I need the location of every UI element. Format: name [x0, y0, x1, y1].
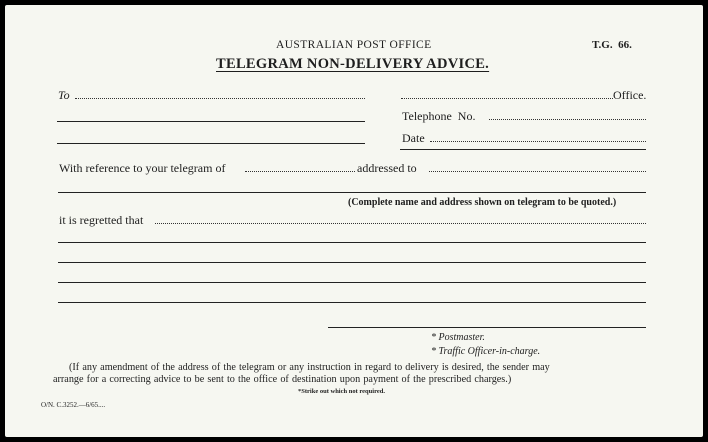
regretted-label: it is regretted that	[59, 213, 144, 227]
to-label: To	[58, 88, 70, 102]
amendment-note-line-2: arrange for a correcting advice to be sent to the office of destination upon payment of the prescribed charges.)	[53, 374, 512, 385]
office-line[interactable]	[401, 98, 613, 99]
traffic-officer-label: * Traffic Officer-in-charge.	[431, 346, 541, 357]
print-code: O/N. C.3252.—6/65....	[41, 401, 106, 409]
reason-line-3[interactable]	[58, 282, 646, 283]
addressed-to-label: addressed to	[357, 161, 417, 175]
reason-line-4[interactable]	[58, 302, 646, 303]
signature-line[interactable]	[328, 327, 646, 328]
address-line[interactable]	[58, 192, 646, 193]
postmaster-label: * Postmaster.	[431, 332, 485, 343]
telegram-date-line[interactable]	[245, 171, 355, 172]
to-line-3[interactable]	[57, 143, 365, 144]
complete-name-note: (Complete name and address shown on telegram to be quoted.)	[348, 197, 617, 208]
strike-note: *Strike out which not required.	[298, 388, 385, 395]
amendment-note-line-1: (If any amendment of the address of the telegram or any instruction in regard to delivery is desired, the sender may	[69, 362, 550, 373]
form-title: TELEGRAM NON-DELIVERY ADVICE.	[216, 56, 490, 72]
telephone-label: Telephone No.	[402, 109, 476, 123]
form-code: T.G. 66.	[592, 39, 632, 51]
date-divider	[400, 149, 646, 150]
agency-heading: AUSTRALIAN POST OFFICE	[276, 39, 432, 51]
to-line-2[interactable]	[57, 121, 365, 122]
reason-line-1[interactable]	[58, 242, 646, 243]
telephone-line[interactable]	[489, 119, 646, 120]
regretted-line[interactable]	[155, 223, 646, 224]
reference-label: With reference to your telegram of	[59, 161, 226, 175]
addressed-to-line[interactable]	[429, 171, 646, 172]
reason-line-2[interactable]	[58, 262, 646, 263]
date-line[interactable]	[430, 141, 646, 142]
office-label: Office.	[613, 88, 647, 102]
to-line-1[interactable]	[75, 98, 365, 99]
date-label: Date	[402, 131, 425, 145]
telegram-form-card	[5, 5, 703, 437]
